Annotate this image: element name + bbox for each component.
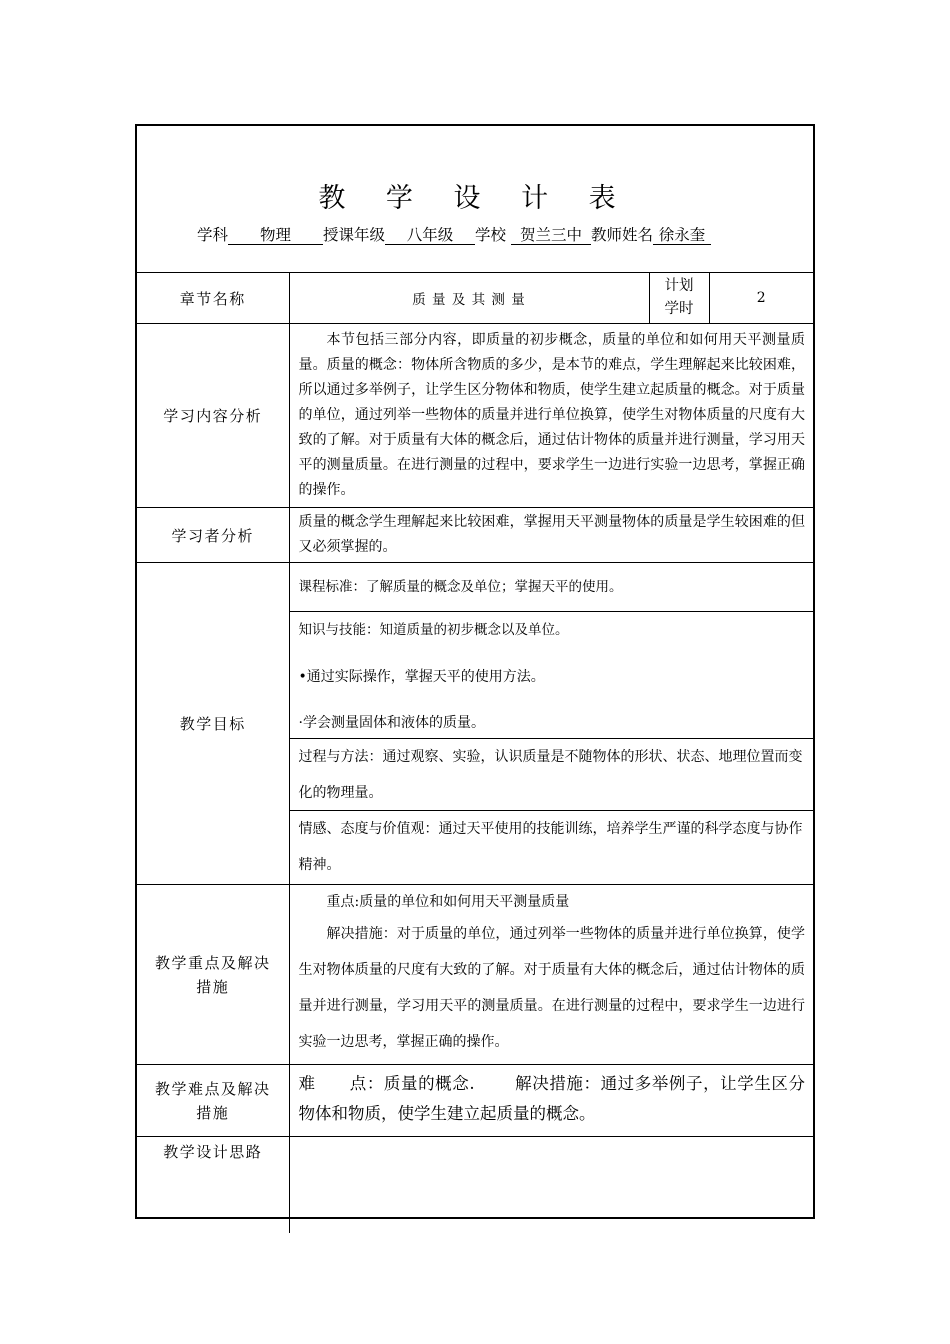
- subject-label: 学科: [197, 226, 229, 244]
- difficulty-measures-text: 通过多举例子，让学生区分物体和物质，使学生建立起质量的概念。: [298, 1073, 806, 1123]
- row-difficulties: [137, 1065, 813, 1137]
- goal-standard: 课程标准：了解质量的概念及单位；掌握天平的使用。: [290, 563, 814, 612]
- teacher-label: 教师姓名: [590, 226, 653, 244]
- hours-label-line1: 计划: [664, 278, 694, 294]
- goal-emotion: 情感、态度与价值观：通过天平使用的技能训练，培养学生严谨的科学态度与协作精神。: [298, 821, 803, 873]
- row-chapter: [137, 273, 813, 324]
- form-header: [137, 126, 813, 272]
- goal-knowledge-line1: 知识与技能：知道质量的初步概念以及单位。: [298, 622, 569, 638]
- goal-process: 过程与方法：通过观察、实验，认识质量是不随物体的形状、状态、地理位置而变化的物理量。: [290, 739, 814, 811]
- learner-analysis-text: 质量的概念学生理解起来比较困难，掌握用天平测量物体的质量是学生较困难的但又必须掌握的。: [289, 508, 813, 563]
- chapter-value: 质 量 及 其 测 量: [289, 273, 649, 324]
- hours-label: [649, 273, 709, 324]
- goals-cell: [289, 563, 813, 885]
- goal-knowledge-line3: ·学会测量固体和液体的质量。: [298, 715, 485, 731]
- row-key-points: [137, 885, 813, 1065]
- learner-analysis-label: 学习者分析: [137, 508, 289, 563]
- school-value: 贺兰三中: [511, 226, 591, 245]
- form-table: [137, 272, 813, 1233]
- goal-knowledge: [290, 612, 814, 739]
- teacher-value: 徐永奎: [653, 226, 711, 245]
- difficulty-text: 质量的概念.: [383, 1073, 475, 1093]
- chapter-label: 章节名称: [137, 273, 289, 324]
- hours-label-line2: 学时: [664, 301, 694, 317]
- lesson-design-form: [135, 124, 815, 1219]
- grade-value: 八年级: [385, 226, 475, 245]
- difficulties-cell: [289, 1065, 813, 1137]
- design-text: [289, 1137, 813, 1233]
- difficulties-label: 教学难点及解决措施: [137, 1065, 289, 1137]
- subject-value: 物理: [228, 226, 323, 245]
- row-content-analysis: [137, 324, 813, 508]
- school-label: 学校: [475, 226, 507, 244]
- row-learner-analysis: [137, 508, 813, 563]
- key-points-cell: [289, 885, 813, 1065]
- grade-label: 授课年级: [323, 226, 386, 244]
- key-points-measures: 解决措施：对于质量的单位，通过列举一些物体的质量并进行单位换算，使学生对物体质量的尺度有大致的了解。对于质量有大体的概念后，通过估计物体的质量并进行测量，学习用天平的测量质量。在进行测量的过程中，要求学生一边进行实验一边思考，掌握正确的操作。: [298, 925, 805, 1050]
- difficulty-label: 难 点：: [298, 1073, 384, 1093]
- key-points-label: 教学重点及解决措施: [137, 885, 289, 1065]
- info-line: [197, 223, 711, 245]
- hours-value: 2: [709, 273, 813, 324]
- difficulty-measures-label: 解决措施：: [514, 1073, 601, 1093]
- content-analysis-text: 本节包括三部分内容，即质量的初步概念，质量的单位和如何用天平测量质量。质量的概念：物体所含物质的多少，是本节的难点，学生理解起来比较困难，所以通过多举例子，让学生区分物体和物质，使学生建立起质量的概念。对于质量的单位，通过列举一些物体的质量并进行单位换算，使学生对物体质量的尺度有大致的了解。对于质量有大体的概念后，通过估计物体的质量并进行测量，学习用天平的测量质量。在进行测量的过程中，要求学生一边进行实验一边思考，掌握正确的操作。: [289, 324, 813, 508]
- goal-knowledge-line2: •通过实际操作，掌握天平的使用方法。: [298, 669, 545, 685]
- content-analysis-label: 学习内容分析: [137, 324, 289, 508]
- row-goals: [137, 563, 813, 885]
- design-label: 教学设计思路: [137, 1137, 289, 1233]
- goals-label: 教学目标: [137, 563, 289, 885]
- form-title: 教 学 设 计 表: [318, 183, 632, 214]
- row-design: [137, 1137, 813, 1233]
- key-points-focus: 重点:质量的单位和如何用天平测量质量: [326, 893, 570, 910]
